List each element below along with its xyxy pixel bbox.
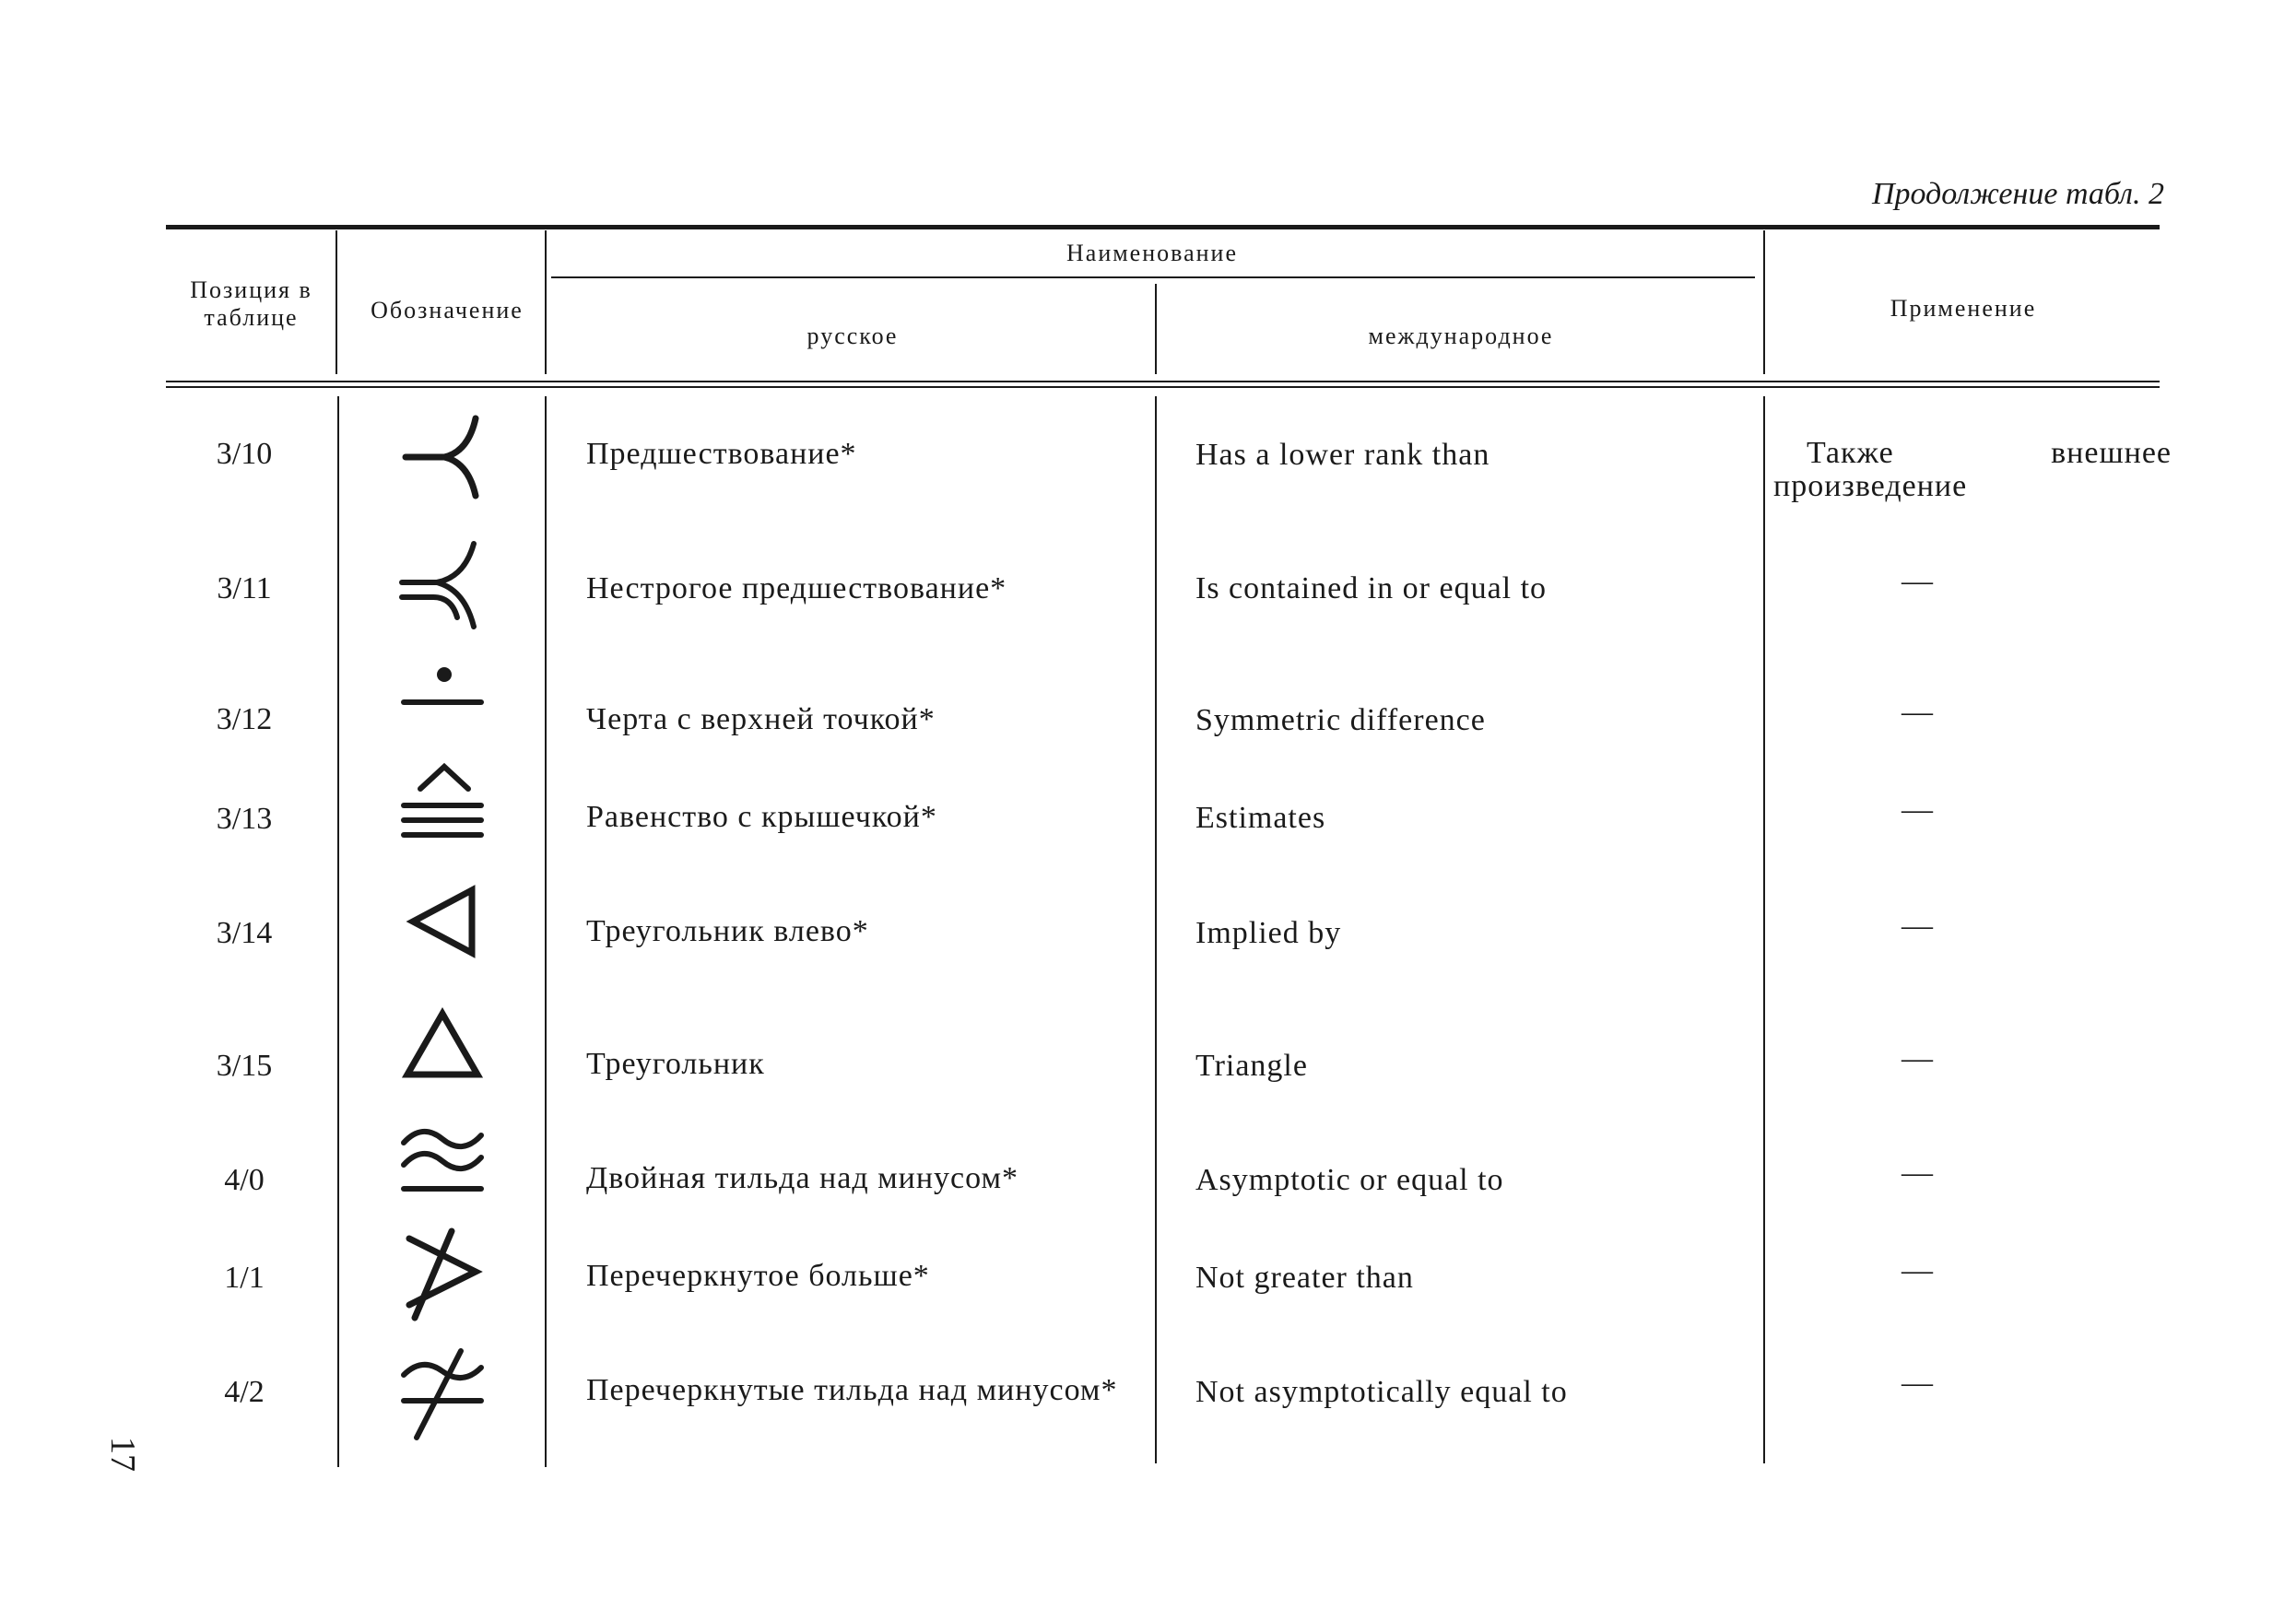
header-symbol: Обозначение: [371, 297, 524, 323]
page-number: 17: [103, 1437, 142, 1472]
row-international-name: Triangle: [1195, 1049, 1308, 1083]
header-russian: русское: [807, 323, 899, 349]
header-usage: Применение: [1890, 295, 2037, 322]
row-usage: —: [1902, 1253, 1933, 1287]
row-position: 4/0: [224, 1163, 265, 1197]
row-international-name: Not asymptotically equal to: [1195, 1375, 1568, 1409]
header-bottom-rule-1: [166, 381, 2160, 382]
row-russian-name: Нестрогое предшествование*: [586, 571, 1007, 605]
body-vline-3: [1155, 396, 1157, 1463]
header-vline-3: [1155, 284, 1157, 374]
row-russian-name: Треугольник влево*: [586, 914, 869, 948]
row-international-name: Implied by: [1195, 916, 1342, 950]
body-vline-2: [545, 396, 547, 1467]
header-international: международное: [1368, 323, 1554, 349]
header-vline-4: [1763, 230, 1765, 374]
row-russian-name: Предшествование*: [586, 437, 857, 471]
dot-minus-icon: [396, 656, 489, 748]
row-russian-name: Перечеркнутые тильда над минусом*: [586, 1373, 1118, 1407]
estimates-icon: [396, 758, 489, 850]
name-header-rule: [551, 276, 1755, 278]
row-position: 1/1: [224, 1261, 265, 1295]
contained-or-equal-icon: [396, 538, 489, 630]
row-international-name: Has a lower rank than: [1195, 438, 1490, 472]
row-usage: —: [1902, 909, 1933, 943]
body-vline-1: [337, 396, 339, 1467]
has-lower-rank-icon: [396, 405, 489, 498]
header-bottom-rule-2: [166, 386, 2160, 388]
row-russian-name: Перечеркнутое больше*: [586, 1259, 930, 1293]
row-international-name: Symmetric difference: [1195, 703, 1486, 737]
row-international-name: Not greater than: [1195, 1261, 1414, 1295]
row-russian-name: Треугольник: [586, 1047, 765, 1081]
row-position: 3/15: [216, 1049, 273, 1083]
row-position: 3/11: [217, 571, 272, 605]
row-international-name: Is contained in or equal to: [1195, 571, 1548, 605]
header-vline-1: [336, 230, 337, 374]
row-usage: —: [1902, 793, 1933, 827]
top-rule: [166, 225, 2160, 229]
header-vline-2: [545, 230, 547, 374]
row-usage: —: [1902, 1041, 1933, 1075]
row-usage: —: [1902, 1366, 1933, 1400]
row-position: 4/2: [224, 1375, 265, 1409]
row-usage: —: [1902, 695, 1933, 729]
row-usage: —: [1902, 564, 1933, 598]
row-russian-name: Двойная тильда над минусом*: [586, 1161, 1018, 1195]
row-position: 3/13: [216, 802, 273, 836]
not-greater-icon: [396, 1226, 489, 1318]
row-position: 3/10: [216, 437, 273, 471]
row-position: 3/14: [216, 916, 273, 950]
row-russian-name: Равенство с крышечкой*: [586, 800, 937, 834]
asymptotic-equal-icon: [396, 1115, 489, 1207]
table-continuation-caption: Продолжение табл. 2: [1871, 177, 2164, 211]
row-position: 3/12: [216, 702, 273, 736]
header-position: Позиция в таблице: [190, 276, 312, 331]
row-international-name: Asymptotic or equal to: [1195, 1163, 1504, 1197]
row-usage: Также внешнее произведение: [1773, 436, 2172, 503]
triangle-left-icon: [396, 875, 489, 968]
header-name: Наименование: [1066, 240, 1238, 266]
not-asymptotic-equal-icon: [396, 1345, 489, 1438]
row-russian-name: Черта с верхней точкой*: [586, 702, 936, 736]
row-international-name: Estimates: [1195, 801, 1326, 835]
row-usage: —: [1902, 1156, 1933, 1190]
triangle-icon: [396, 1001, 489, 1093]
